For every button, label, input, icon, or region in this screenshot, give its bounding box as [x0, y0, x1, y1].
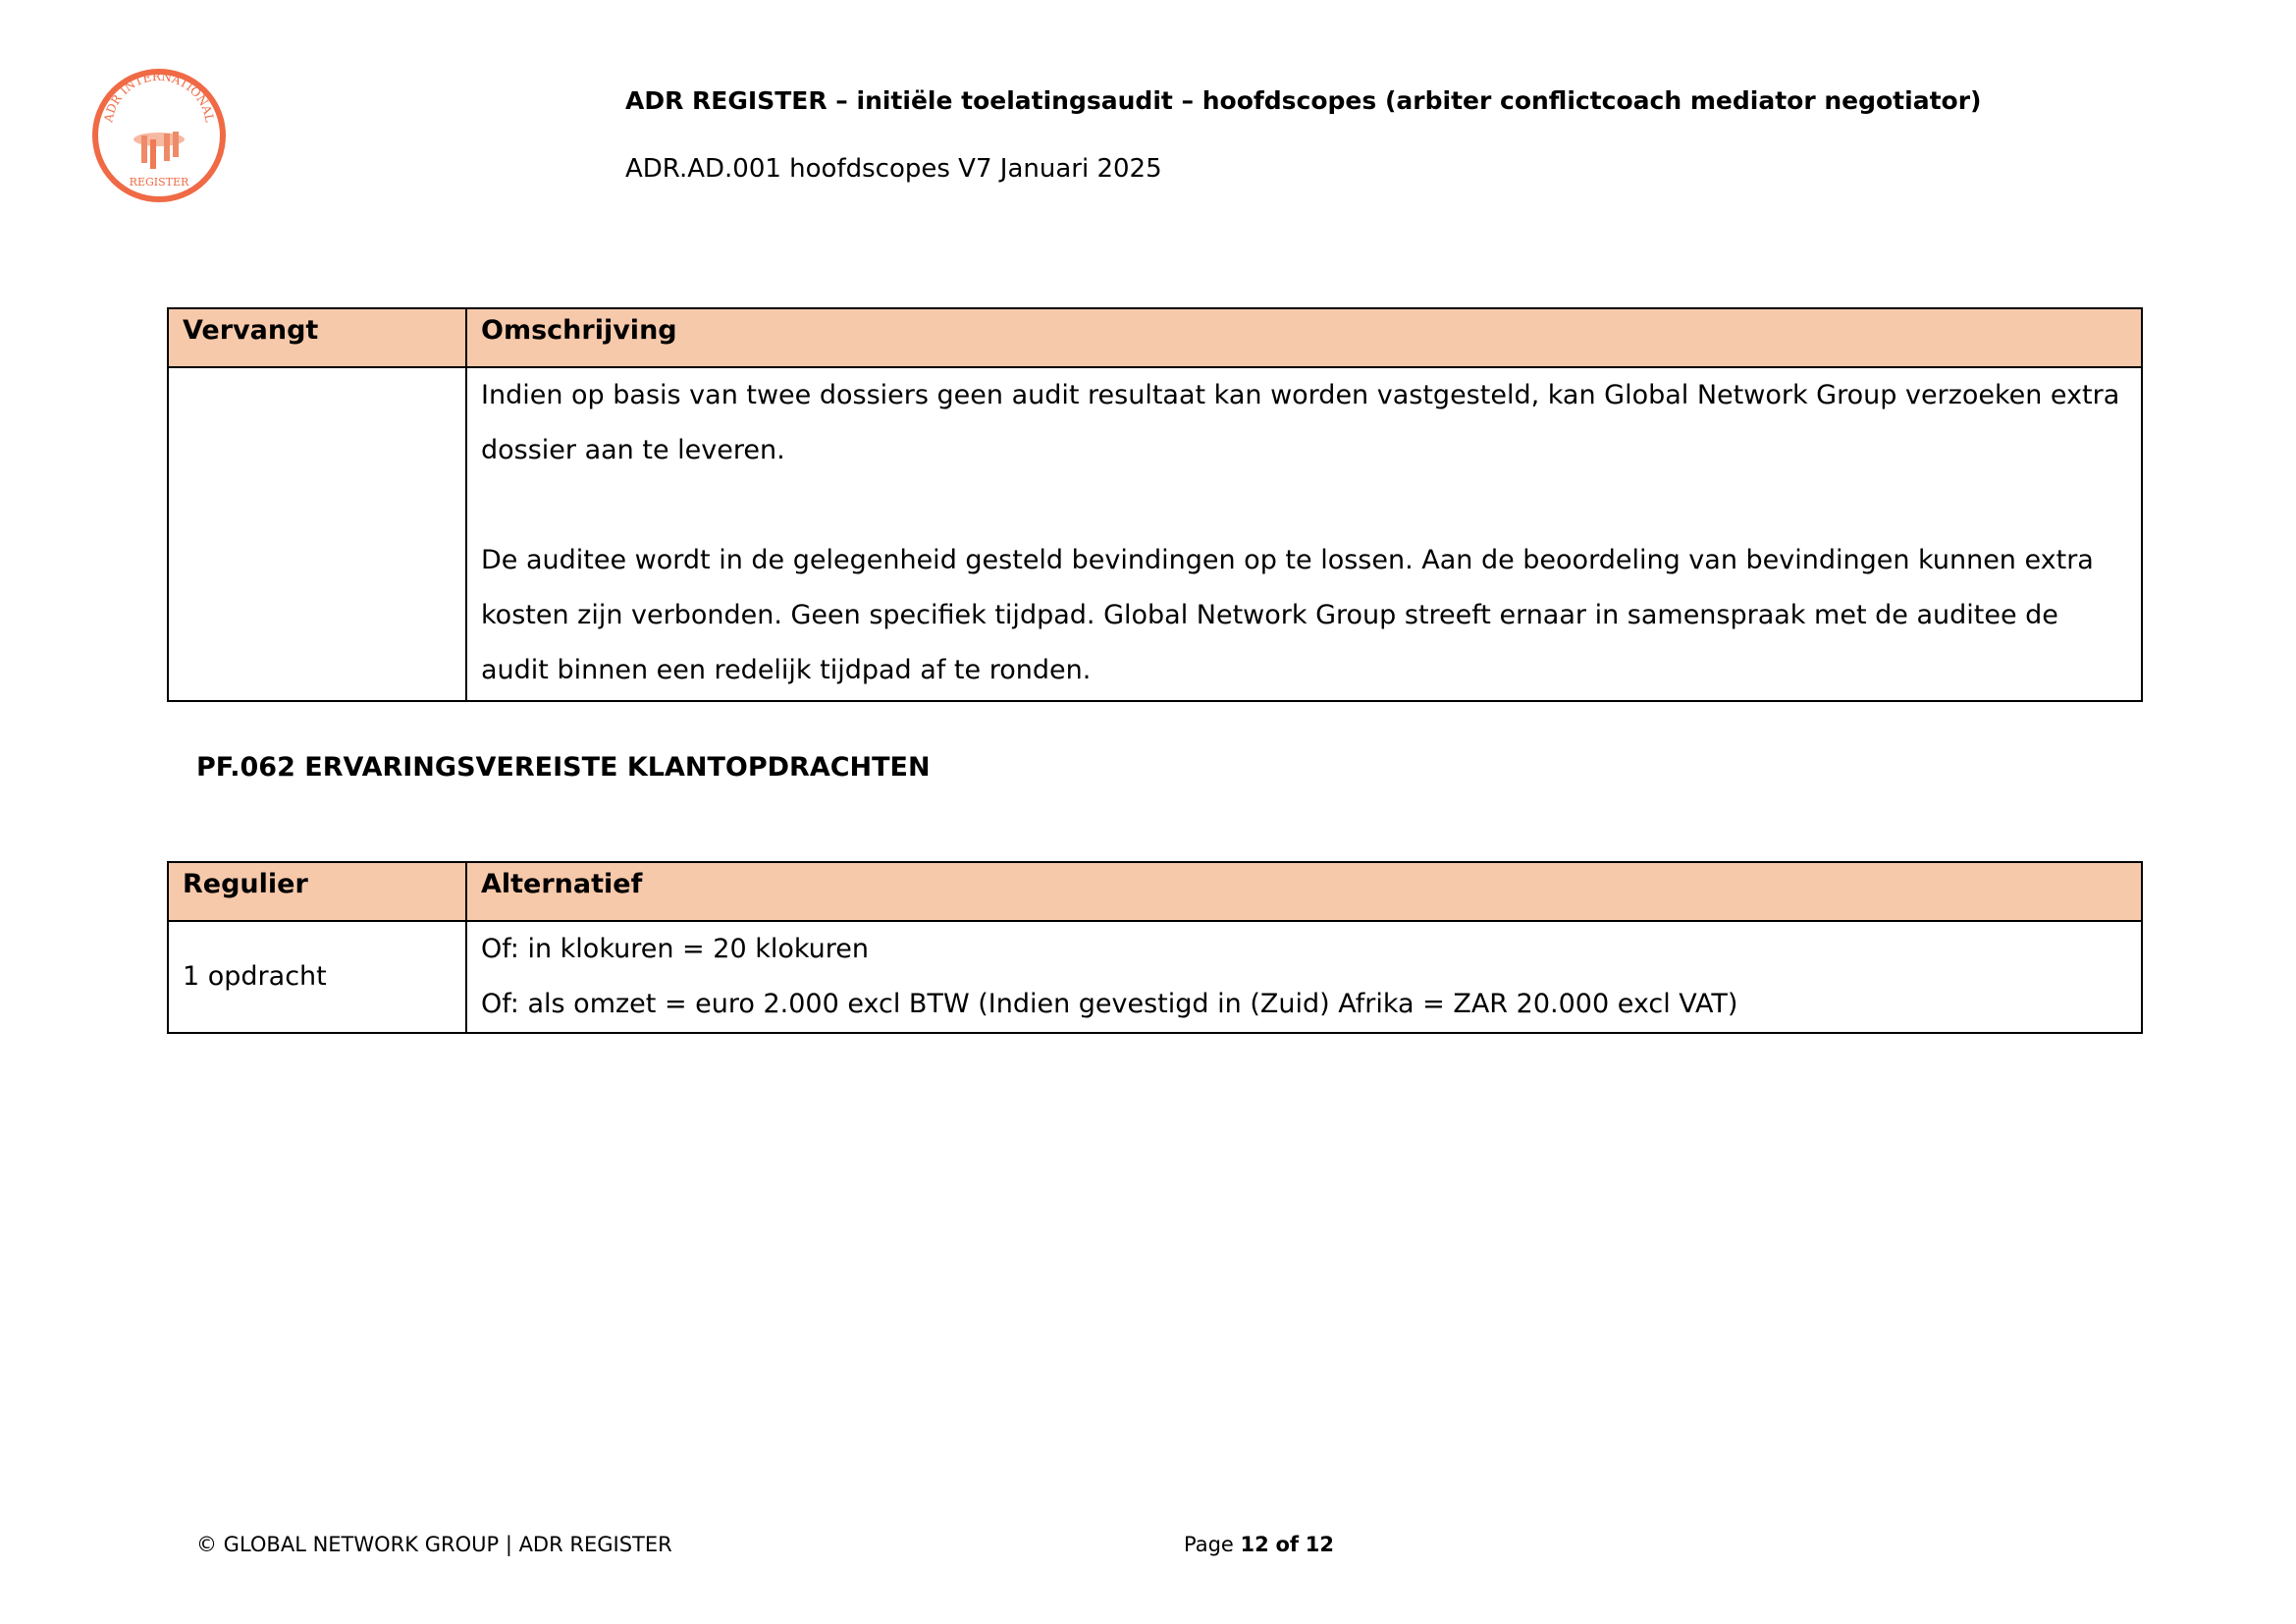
document-subtitle: ADR.AD.001 hoofdscopes V7 Januari 2025	[625, 154, 1162, 184]
cell-vervangt	[168, 367, 466, 701]
header-regulier: Regulier	[168, 862, 466, 921]
vervangt-omschrijving-table	[167, 307, 2143, 702]
paragraph: Indien op basis van twee dossiers geen audit resultaat kan worden vastgesteld, kan Global Network Group verzoeken extra dossier aan te leveren.	[481, 380, 2120, 465]
alternative-line: Of: als omzet = euro 2.000 excl BTW (Indien gevestigd in (Zuid) Afrika = ZAR 20.000 excl VAT)	[481, 989, 1738, 1019]
table-header-row	[168, 862, 2142, 921]
regulier-alternatief-table	[167, 861, 2143, 1034]
alternative-line: Of: in klokuren = 20 klokuren	[481, 934, 870, 964]
header-omschrijving: Omschrijving	[466, 308, 2142, 367]
cell-alternatief	[466, 921, 2142, 1033]
table-header-row	[168, 308, 2142, 367]
header-vervangt: Vervangt	[168, 308, 466, 367]
logo-bottom-text: REGISTER	[129, 176, 189, 189]
adr-international-register-logo	[90, 67, 228, 204]
section-heading: PF.062 ERVARINGSVEREISTE KLANTOPDRACHTEN	[196, 752, 931, 783]
page-label: Page	[1184, 1533, 1234, 1556]
cell-omschrijving	[466, 367, 2142, 701]
page-current: 12	[1240, 1533, 1269, 1556]
table-row	[168, 367, 2142, 701]
cell-regulier: 1 opdracht	[168, 921, 466, 1033]
footer-copyright: © GLOBAL NETWORK GROUP | ADR REGISTER	[196, 1533, 672, 1556]
page-of: of	[1275, 1533, 1300, 1556]
page-total: 12	[1305, 1533, 1334, 1556]
table-row	[168, 921, 2142, 1033]
footer-page-number	[1184, 1533, 1334, 1556]
logo-top-text: ADR INTERNATIONAL	[101, 69, 217, 124]
paragraph: De auditee wordt in de gelegenheid gesteld bevindingen op te lossen. Aan de beoordeling van bevindingen kunnen extra kosten zijn verbonden. Geen specifiek tijdpad. Global Network Group streeft ernaar in samenspraak met de auditee de audit binnen een redelijk tijdpad af te ronden.	[481, 545, 2094, 685]
header-alternatief: Alternatief	[466, 862, 2142, 921]
document-title: ADR REGISTER – initiële toelatingsaudit – hoofdscopes (arbiter conflictcoach mediator negotiator)	[625, 86, 1982, 115]
